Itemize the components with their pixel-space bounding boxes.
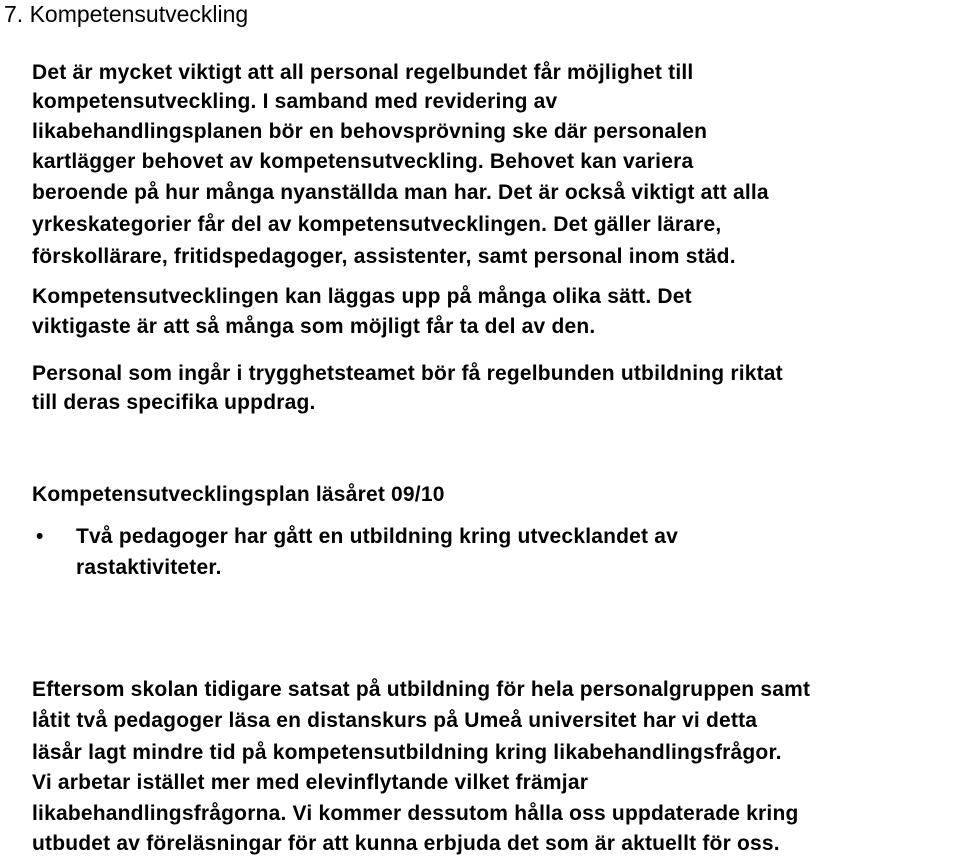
- text-line: Eftersom skolan tidigare satsat på utbildning för hela personalgruppen samt: [32, 678, 811, 701]
- text-line: till deras specifika uppdrag.: [32, 391, 316, 414]
- text-line: Det är mycket viktigt att all personal regelbundet får möjlighet till: [32, 61, 694, 84]
- text-line: beroende på hur många nyanställda man har. Det är också viktigt att alla: [32, 181, 769, 204]
- plan-heading: Kompetensutvecklingsplan läsåret 09/10: [32, 483, 445, 506]
- text-line: förskollärare, fritidspedagoger, assistenter, samt personal inom städ.: [32, 245, 736, 268]
- text-line: låtit två pedagoger läsa en distanskurs på Umeå universitet har vi detta: [32, 709, 758, 732]
- text-line: viktigaste är att så många som möjligt får ta del av den.: [32, 315, 596, 338]
- text-line: kompetensutveckling. I samband med revidering av: [32, 90, 558, 113]
- bullet-item-line: rastaktiviteter.: [76, 556, 222, 579]
- text-line: Personal som ingår i trygghetsteamet bör få regelbunden utbildning riktat: [32, 362, 783, 385]
- bullet-icon: •: [36, 525, 44, 548]
- text-line: Vi arbetar istället mer med elevinflytande vilket främjar: [32, 771, 589, 794]
- text-line: likabehandlingsfrågorna. Vi kommer dessutom hålla oss uppdaterade kring: [32, 802, 799, 825]
- text-line: yrkeskategorier får del av kompetensutvecklingen. Det gäller lärare,: [32, 213, 722, 236]
- text-line: Kompetensutvecklingen kan läggas upp på många olika sätt. Det: [32, 285, 692, 308]
- text-line: likabehandlingsplanen bör en behovsprövning ske där personalen: [32, 120, 708, 143]
- text-line: utbudet av föreläsningar för att kunna erbjuda det som är aktuellt för oss.: [32, 832, 780, 855]
- text-line: kartlägger behovet av kompetensutveckling. Behovet kan variera: [32, 150, 694, 173]
- text-line: läsår lagt mindre tid på kompetensutbildning kring likabehandlingsfrågor.: [32, 741, 782, 764]
- bullet-item-line: Två pedagoger har gått en utbildning kring utvecklandet av: [76, 525, 679, 548]
- section-heading: 7. Kompetensutveckling: [4, 1, 249, 27]
